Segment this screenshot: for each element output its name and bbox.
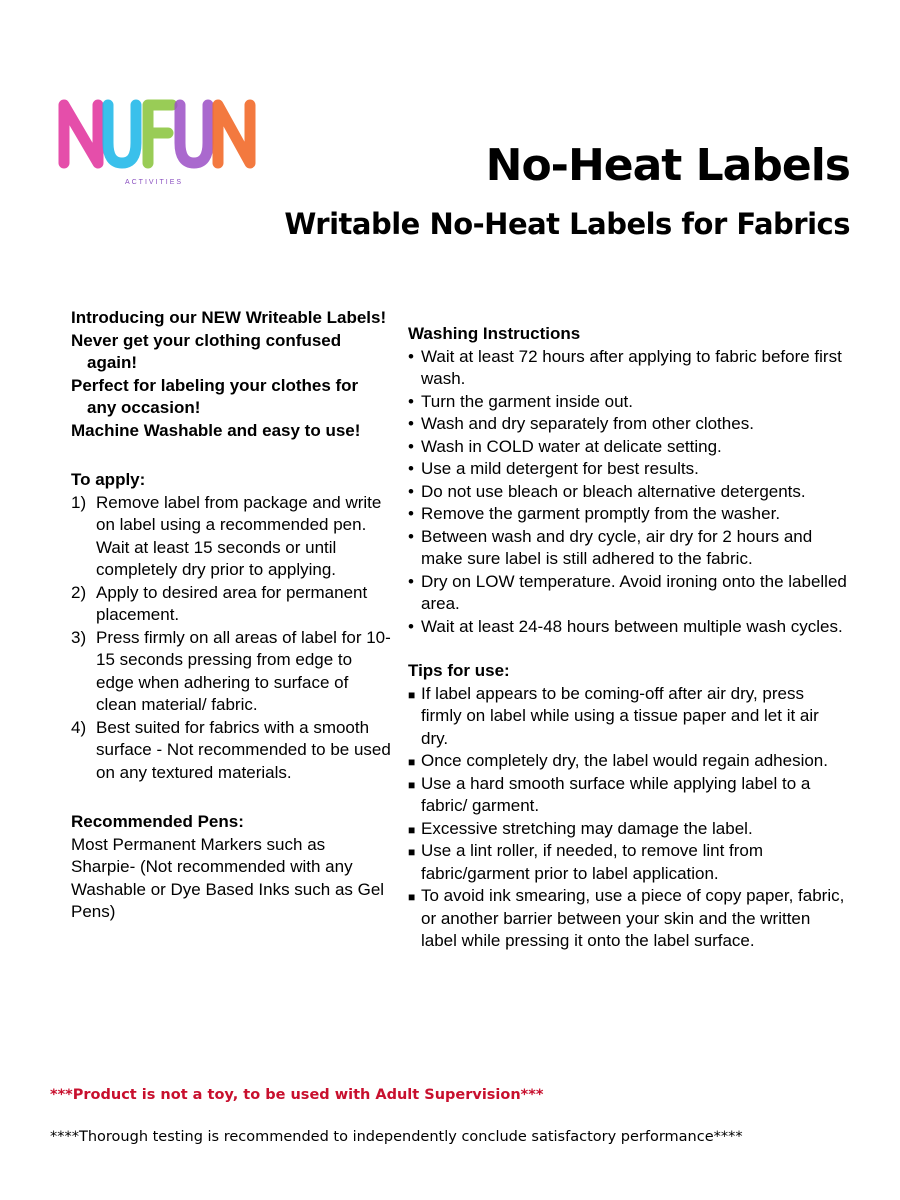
- tip-item-text: Use a lint roller, if needed, to remove lint from fabric/garment prior to label application.: [421, 841, 764, 883]
- washing-item: [408, 571, 848, 616]
- tip-item: [408, 683, 848, 751]
- washing-item: [408, 346, 848, 391]
- tip-item: [408, 750, 848, 773]
- apply-heading: To apply:: [71, 470, 146, 489]
- square-bullet-icon: ■: [408, 890, 416, 904]
- bullet-icon: •: [408, 526, 414, 546]
- washing-item-text: Do not use bleach or bleach alternative detergents.: [421, 481, 806, 501]
- tip-item-text: Use a hard smooth surface while applying label to a fabric/ garment.: [421, 773, 811, 815]
- square-bullet-icon: ■: [408, 687, 416, 702]
- step-text: Best suited for fabrics with a smooth surface - Not recommended to be used on any textured materials.: [96, 717, 391, 782]
- washing-item-text: Between wash and dry cycle, air dry for 2 hours and make sure label is still adhered to the fabric.: [421, 526, 813, 568]
- bullet-icon: •: [408, 391, 414, 411]
- washing-list: [408, 346, 848, 639]
- step-text: Press firmly on all areas of label for 10-15 seconds pressing from edge to edge when adhering to surface of clean material/ fabric.: [96, 627, 391, 714]
- tip-item: [408, 840, 848, 885]
- square-bullet-icon: ■: [408, 777, 416, 792]
- step-text: Remove label from package and write on label using a recommended pen. Wait at least 15 seconds or until completely dry prior to applying.: [96, 492, 382, 579]
- washing-item: [408, 616, 848, 639]
- page-title: No-Heat Labels: [485, 140, 850, 191]
- bullet-icon: •: [408, 481, 414, 501]
- apply-step: [71, 717, 391, 785]
- bullet-icon: •: [408, 459, 414, 478]
- tip-item-text: To avoid ink smearing, use a piece of copy paper, fabric, or another barrier between your skin and the written label while pressing it onto the label surface.: [421, 886, 845, 950]
- bullet-icon: •: [408, 346, 414, 366]
- washing-item: [408, 436, 848, 459]
- tip-item-text: Excessive stretching may damage the label.: [421, 818, 753, 838]
- washing-item-text: Wash in COLD water at delicate setting.: [421, 436, 722, 456]
- intro-line: Perfect for labeling your clothes for any occasion!: [71, 375, 359, 417]
- washing-item-text: Wash and dry separately from other clothes.: [421, 414, 754, 433]
- washing-item: [408, 413, 848, 436]
- washing-item: [408, 526, 848, 571]
- apply-step: [71, 582, 391, 627]
- square-bullet-icon: ■: [408, 845, 416, 859]
- tips-list: [408, 683, 848, 953]
- right-column: [408, 323, 848, 953]
- washing-heading: Washing Instructions: [408, 324, 581, 343]
- bullet-icon: •: [408, 616, 414, 636]
- bullet-icon: •: [408, 571, 414, 591]
- square-bullet-icon: ■: [408, 822, 416, 837]
- intro-line: Introducing our NEW Writeable Labels!: [71, 308, 387, 327]
- pens-text: Most Permanent Markers such as Sharpie- (Not recommended with any Washable or Dye Based Inks such as Gel Pens): [71, 834, 385, 921]
- intro-line: Machine Washable and easy to use!: [71, 420, 361, 440]
- step-number: 1): [71, 492, 87, 512]
- tip-item: [408, 818, 848, 841]
- bullet-icon: •: [408, 504, 414, 523]
- nufun-logo: [56, 95, 261, 190]
- step-number: 3): [71, 627, 87, 647]
- washing-item-text: Use a mild detergent for best results.: [421, 459, 699, 478]
- logo-tagline: ACTIVITIES: [124, 179, 184, 186]
- washing-item-text: Turn the garment inside out.: [421, 391, 633, 411]
- washing-item-text: Dry on LOW temperature. Avoid ironing onto the labelled area.: [421, 571, 847, 613]
- apply-step: [71, 627, 391, 717]
- adult-supervision-warning: ***Product is not a toy, to be used with Adult Supervision***: [50, 1087, 544, 1103]
- nufun-logo-mark: [56, 95, 261, 190]
- step-number: 4): [71, 717, 87, 737]
- washing-item-text: Wait at least 24-48 hours between multiple wash cycles.: [421, 616, 843, 636]
- washing-item: [408, 481, 848, 504]
- apply-step: [71, 492, 391, 582]
- pens-heading: Recommended Pens:: [71, 812, 244, 831]
- washing-item-text: Wait at least 72 hours after applying to fabric before first wash.: [421, 346, 842, 388]
- testing-note: ****Thorough testing is recommended to independently conclude satisfactory performance****: [50, 1129, 743, 1145]
- washing-item: [408, 391, 848, 414]
- bullet-icon: •: [408, 436, 414, 456]
- step-text: Apply to desired area for permanent placement.: [96, 582, 368, 624]
- bullet-icon: •: [408, 414, 414, 433]
- tip-item: [408, 773, 848, 818]
- washing-item-text: Remove the garment promptly from the washer.: [421, 504, 781, 523]
- intro-block: [71, 307, 391, 442]
- washing-item: [408, 503, 848, 526]
- tips-heading: Tips for use:: [408, 661, 510, 680]
- step-number: 2): [71, 582, 87, 602]
- tip-item: [408, 885, 848, 953]
- square-bullet-icon: ■: [408, 755, 416, 769]
- apply-steps: [71, 492, 391, 785]
- tip-item-text: If label appears to be coming-off after air dry, press firmly on label while using a tissue paper and let it air dry.: [421, 683, 819, 748]
- left-column: [71, 307, 391, 924]
- page-subtitle: Writable No-Heat Labels for Fabrics: [284, 207, 850, 241]
- intro-line: Never get your clothing confused again!: [71, 330, 342, 372]
- tip-item-text: Once completely dry, the label would regain adhesion.: [421, 751, 828, 770]
- washing-item: [408, 458, 848, 481]
